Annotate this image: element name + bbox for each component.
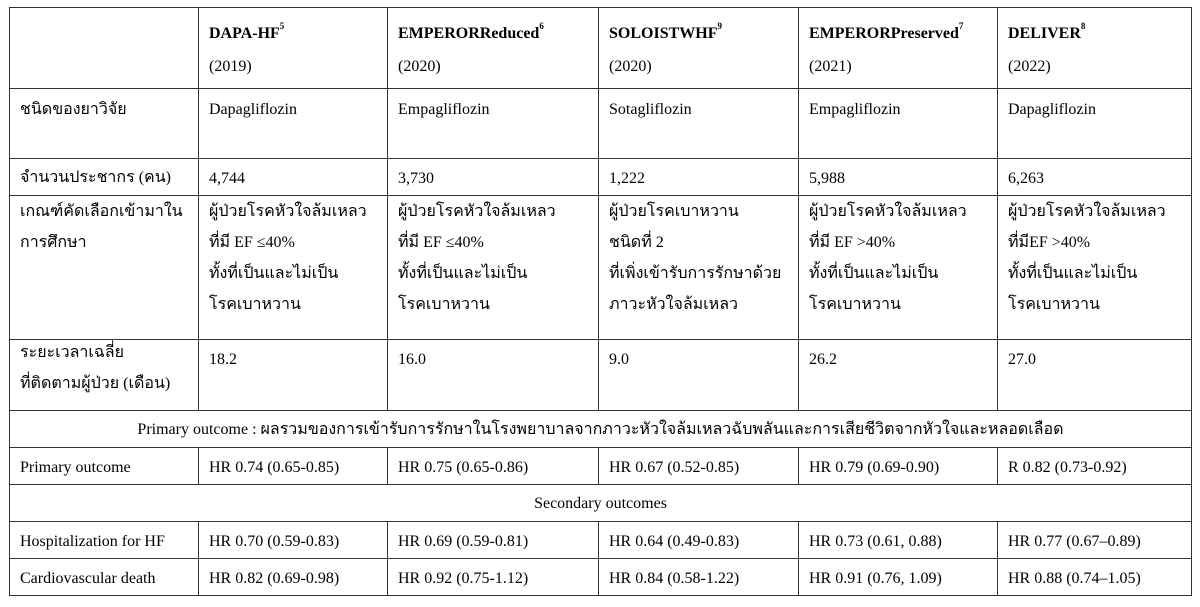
hospitalization-row: [10, 522, 1192, 559]
cvdeath-cell: HR 0.88 (0.74–1.05): [998, 559, 1192, 596]
criteria-row: [10, 196, 1192, 340]
followup-row: [10, 340, 1192, 411]
drug-cell: Empagliflozin: [388, 89, 599, 159]
primary-outcome-row: [10, 448, 1192, 485]
row-label: จำนวนประชากร (คน): [10, 159, 199, 196]
criteria-cell: ผู้ป่วยโรคเบาหวาน ชนิดที่ 2 ที่เพิ่งเข้ารับการรักษาด้วย ภาวะหัวใจล้มเหลว: [599, 196, 799, 340]
trial-ref: 6: [539, 21, 544, 31]
criteria-cell: ผู้ป่วยโรคหัวใจล้มเหลว ที่มี EF >40% ทั้งที่เป็นและไม่เป็น โรคเบาหวาน: [799, 196, 998, 340]
trial-ref: 9: [717, 21, 722, 31]
drug-cell: Sotagliflozin: [599, 89, 799, 159]
row-label: เกณฑ์คัดเลือกเข้ามาใน การศึกษา: [10, 196, 199, 340]
row-label: ระยะเวลาเฉลี่ย ที่ติดตามผู้ป่วย (เดือน): [10, 340, 199, 411]
criteria-cell: ผู้ป่วยโรคหัวใจล้มเหลว ที่มี EF ≤40% ทั้งที่เป็นและไม่เป็น โรคเบาหวาน: [388, 196, 599, 340]
cvdeath-cell: HR 0.82 (0.69-0.98): [199, 559, 388, 596]
header-trial-2: [388, 8, 599, 89]
trial-year: (2020): [398, 58, 441, 75]
secondary-section-title: Secondary outcomes: [10, 485, 1192, 522]
trial-name: DELIVER: [1008, 25, 1081, 42]
population-row: [10, 159, 1192, 196]
primary-cell: HR 0.79 (0.69-0.90): [799, 448, 998, 485]
trial-year: (2019): [209, 58, 252, 75]
header-trial-1: [199, 8, 388, 89]
followup-cell: 9.0: [599, 340, 799, 411]
trial-name: SOLOISTWHF: [609, 25, 718, 42]
cvdeath-cell: HR 0.92 (0.75-1.12): [388, 559, 599, 596]
trial-year: (2022): [1008, 58, 1051, 75]
hosp-cell: HR 0.70 (0.59-0.83): [199, 522, 388, 559]
trial-year: (2020): [609, 58, 652, 75]
cvdeath-cell: HR 0.91 (0.76, 1.09): [799, 559, 998, 596]
drug-cell: Dapagliflozin: [998, 89, 1192, 159]
hosp-cell: HR 0.77 (0.67–0.89): [998, 522, 1192, 559]
primary-cell: HR 0.74 (0.65-0.85): [199, 448, 388, 485]
trial-name: DAPA-HF: [209, 25, 280, 42]
drug-row: [10, 89, 1192, 159]
criteria-cell: ผู้ป่วยโรคหัวใจล้มเหลว ที่มี EF ≤40% ทั้งที่เป็นและไม่เป็น โรคเบาหวาน: [199, 196, 388, 340]
population-cell: 5,988: [799, 159, 998, 196]
trial-year: (2021): [809, 58, 852, 75]
population-cell: 3,730: [388, 159, 599, 196]
hosp-cell: HR 0.69 (0.59-0.81): [388, 522, 599, 559]
primary-cell: HR 0.67 (0.52-0.85): [599, 448, 799, 485]
followup-cell: 18.2: [199, 340, 388, 411]
header-row: [10, 8, 1192, 89]
hosp-cell: HR 0.64 (0.49-0.83): [599, 522, 799, 559]
header-trial-4: [799, 8, 998, 89]
header-empty-cell: [10, 8, 199, 89]
drug-cell: Dapagliflozin: [199, 89, 388, 159]
criteria-cell: ผู้ป่วยโรคหัวใจล้มเหลว ที่มีEF >40% ทั้งที่เป็นและไม่เป็น โรคเบาหวาน: [998, 196, 1192, 340]
followup-cell: 27.0: [998, 340, 1192, 411]
population-cell: 6,263: [998, 159, 1192, 196]
primary-cell: R 0.82 (0.73-0.92): [998, 448, 1192, 485]
cv-death-row: [10, 559, 1192, 596]
primary-section-row: [10, 411, 1192, 448]
secondary-section-row: [10, 485, 1192, 522]
header-trial-5: [998, 8, 1192, 89]
hosp-cell: HR 0.73 (0.61, 0.88): [799, 522, 998, 559]
primary-section-title: Primary outcome : ผลรวมของการเข้ารับการรักษาในโรงพยาบาลจากภาวะหัวใจล้มเหลวฉับพลันและการเสียชีวิตจากหัวใจและหลอดเลือด: [10, 411, 1192, 448]
trial-comparison-table: [9, 7, 1192, 596]
trial-name: EMPERORReduced: [398, 25, 540, 42]
trial-ref: 5: [279, 21, 285, 31]
trial-ref: 8: [1080, 21, 1086, 31]
row-label: Cardiovascular death: [10, 559, 199, 596]
row-label: Primary outcome: [10, 448, 199, 485]
followup-cell: 16.0: [388, 340, 599, 411]
drug-cell: Empagliflozin: [799, 89, 998, 159]
row-label: Hospitalization for HF: [10, 522, 199, 559]
trial-name: EMPERORPreserved: [809, 25, 959, 42]
followup-cell: 26.2: [799, 340, 998, 411]
header-trial-3: [599, 8, 799, 89]
population-cell: 4,744: [199, 159, 388, 196]
population-cell: 1,222: [599, 159, 799, 196]
trial-ref: 7: [958, 21, 964, 31]
primary-cell: HR 0.75 (0.65-0.86): [388, 448, 599, 485]
cvdeath-cell: HR 0.84 (0.58-1.22): [599, 559, 799, 596]
row-label: ชนิดของยาวิจัย: [10, 89, 199, 159]
